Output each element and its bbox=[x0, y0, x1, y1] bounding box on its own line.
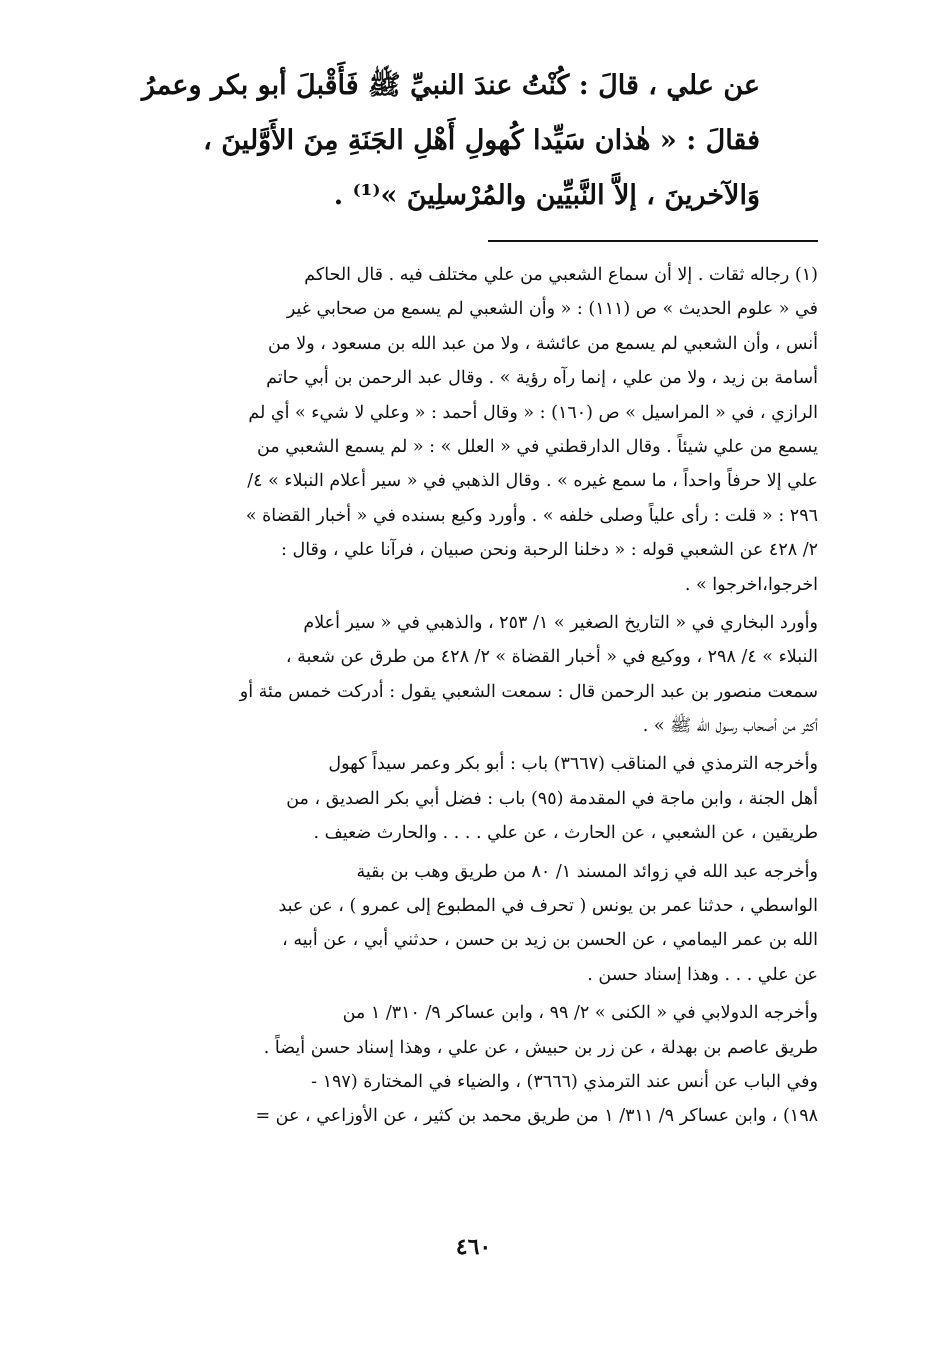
footnote-line: أسامة بن زيد ، ولا من علي ، إنما رآه رؤية » . وقال عبد الرحمن بن أبي حاتم bbox=[266, 368, 818, 389]
footnote-line: في « علوم الحديث » ص (١١١) : « وأن الشعبي لم يسمع من صحابي غير bbox=[286, 299, 818, 320]
footnote-paragraph bbox=[130, 996, 818, 1065]
footnote-line: أكثر من أصحاب رسول الله ﷺ » . bbox=[642, 716, 818, 737]
footnotes bbox=[130, 258, 818, 1134]
footnote-paragraph bbox=[130, 855, 818, 993]
footnote-line: الواسطي ، حدثنا عمر بن يونس ( تحرف في المطبوع إلى عمرو ) ، عن عبد bbox=[278, 896, 818, 917]
footnote-line: وأخرجه الدولابي في « الكنى » ٢/ ٩٩ ، وابن عساكر ٩/ ٣١٠/ ١ من bbox=[342, 1003, 818, 1024]
footnote-paragraph bbox=[130, 1065, 818, 1134]
footnote-line: ٢/ ٤٢٨ عن الشعبي قوله : « دخلنا الرحبة ونحن صبيان ، فرآنا علي ، وقال : bbox=[281, 540, 818, 561]
footnote-separator bbox=[488, 240, 818, 242]
footnote-line: أهل الجنة ، وابن ماجة في المقدمة (٩٥) باب : فضل أبي بكر الصديق ، من bbox=[286, 788, 818, 809]
hadith-text bbox=[100, 58, 760, 223]
footnote-paragraph bbox=[130, 258, 818, 602]
footnote-line: الرازي ، في « المراسيل » ص (١٦٠) : « وقال أحمد : « وعلي لا شيء » أي لم bbox=[248, 402, 818, 423]
page-number: ٤٦٠ bbox=[455, 1234, 492, 1260]
footnote-line: طريقين ، عن الشعبي ، عن الحارث ، عن علي . . . . والحارث ضعيف . bbox=[313, 823, 818, 844]
footnote-line: اخرجوا،اخرجوا » . bbox=[684, 574, 818, 595]
hadith-line: عن علي ، قالَ : كُنْتُ عندَ النبيِّ ﷺ فَأَقْبلَ أبو بكر وعمرُ bbox=[141, 70, 760, 101]
footnote-line: النبلاء » ٤/ ٢٩٨ ، ووكيع في « أخبار القضاة » ٢/ ٤٢٨ من طرق عن شعبة ، bbox=[285, 647, 818, 668]
footnote-line: سمعت منصور بن عبد الرحمن قال : سمعت الشعبي يقول : أدركت خمس مئة أو bbox=[239, 681, 818, 702]
footnote-line: (١) رجاله ثقات . إلا أن سماع الشعبي من علي مختلف فيه . قال الحاكم bbox=[304, 265, 818, 285]
footnote-paragraph bbox=[130, 747, 818, 850]
footnote-line: الله بن عمر اليمامي ، عن الحسن بن زيد بن حسن ، حدثني أبي ، عن أبيه ، bbox=[282, 930, 818, 951]
hadith-line: فقالَ : « هٰذان سَيِّدا كُهولِ أَهْلِ الجَنَةِ مِنَ الأَوَّلينَ ، bbox=[203, 125, 760, 156]
footnote-paragraph bbox=[130, 606, 818, 744]
footnote-line: يسمع من علي شيئاً . وقال الدارقطني في « العلل » : « لم يسمع الشعبي من bbox=[256, 436, 818, 457]
footnote-line: طريق عاصم بن بهدلة ، عن زر بن حبيش ، عن علي ، وهذا إسناد حسن أيضاً . bbox=[263, 1037, 818, 1058]
footnote-line: وأخرجه عبد الله في زوائد المسند ١/ ٨٠ من طريق وهب بن بقية bbox=[356, 861, 818, 882]
footnote-line: أنس ، وأن الشعبي لم يسمع من عائشة ، ولا من عبد الله بن مسعود ، ولا من bbox=[267, 333, 818, 354]
footnote-line: وفي الباب عن أنس عند الترمذي (٣٦٦٦) ، والضياء في المختارة (١٩٧ - bbox=[311, 1071, 818, 1092]
footnote-line: وأخرجه الترمذي في المناقب (٣٦٦٧) باب : أبو بكر وعمر سيداً كهول bbox=[328, 754, 818, 775]
footnote-line: ١٩٨) ، وابن عساكر ٩/ ٣١١/ ١ من طريق محمد بن كثير ، عن الأوزاعي ، عن = bbox=[255, 1106, 818, 1127]
footnote-line: عن علي . . . وهذا إسناد حسن . bbox=[587, 964, 818, 985]
footnote-line: علي إلا حرفاً واحداً ، ما سمع غيره » . وقال الذهبي في « سير أعلام النبلاء » ٤/ bbox=[247, 471, 818, 492]
hadith-line: وَالآخرينَ ، إلاَّ النَّبيِّين والمُرْسلِينَ »⁽¹⁾ . bbox=[333, 180, 760, 211]
footnote-line: ٢٩٦ : « قلت : رأى علياً وصلى خلفه » . وأورد وكيع بسنده في « أخبار القضاة » bbox=[245, 505, 818, 526]
footnote-line: وأورد البخاري في « التاريخ الصغير » ١/ ٢٥٣ ، والذهبي في « سير أعلام bbox=[303, 612, 818, 633]
